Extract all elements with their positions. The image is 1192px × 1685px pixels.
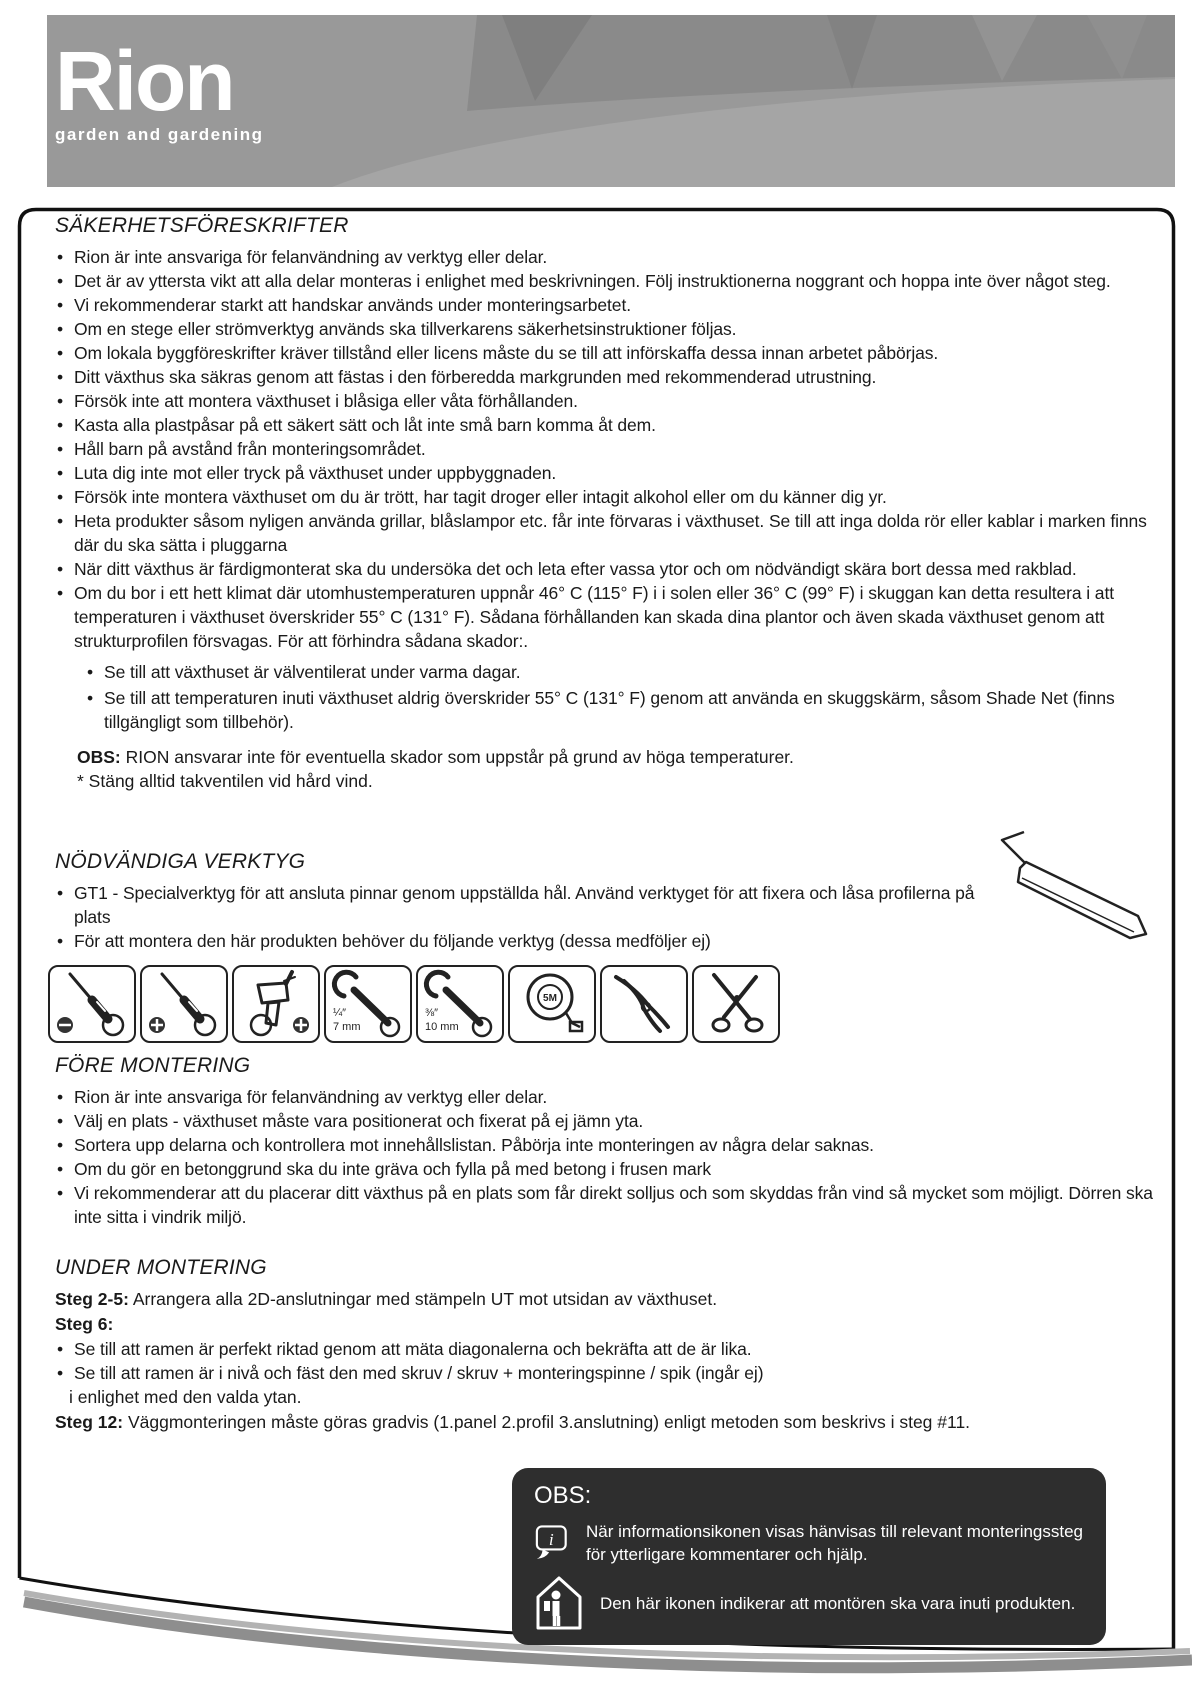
wrench-quarter-inch-icon	[324, 965, 412, 1043]
list-item: • Håll barn på avstånd från monteringsområdet.	[56, 439, 426, 459]
step-6-bullet-list	[55, 1337, 1153, 1385]
list-item: • Om du bor i ett hett klimat där utomhustemperaturen uppnår 46° C (115° F) i i solen eller 36° C (99° F) i skuggan kan detta resultera i att temperaturen i växthuset överskrider 55° C (131° F). Sådana förhållanden kan skada dina plantor och även skada växthuset genom att strukturprofilen försvagas. För att förhindra sådana skador:.	[56, 583, 1114, 651]
section-before-title: FÖRE MONTERING	[55, 1054, 251, 1077]
step-2-5-line: Steg 2-5: Arrangera alla 2D-anslutningar med stämpeln UT mot utsidan av växthuset.	[55, 1289, 718, 1309]
step-label: Steg 6:	[55, 1314, 114, 1334]
tape-measure-icon	[508, 965, 596, 1043]
section-tools	[55, 850, 1153, 1043]
wrench-size-label: ⅜″	[425, 1007, 439, 1019]
step-12-line: Steg 12: Väggmonteringen måste göras gradvis (1.panel 2.profil 3.anslutning) enligt metoden som beskrivs i steg #11.	[55, 1412, 971, 1432]
step-label: Steg 2-5:	[55, 1289, 129, 1309]
list-item: • Försök inte montera växthuset om du är trött, har tagit droger eller intagit alkohol eller om du känner dig yr.	[56, 487, 887, 507]
section-safety-title: SÄKERHETSFÖRESKRIFTER	[55, 214, 349, 237]
logo-tagline: garden and gardening	[55, 125, 264, 144]
list-item: • GT1 - Specialverktyg för att ansluta pinnar genom uppställda hål. Använd verktyget för att fixera och låsa profilerna på plats	[56, 883, 975, 927]
safety-footnote: * Stäng alltid takventilen vid hård vind.	[77, 771, 373, 791]
tape-length-label: 5M	[543, 993, 557, 1004]
list-item: • Det är av yttersta vikt att alla delar monteras i enlighet med beskrivningen. Följ instruktionerna noggrant och hoppa inte över något steg.	[56, 271, 1111, 291]
list-item: • Ditt växthus ska säkras genom att fästas i den förberedda markgrunden med rekommenderad utrustning.	[56, 367, 877, 387]
list-item: • Se till att växthuset är välventilerat under varma dagar.	[86, 662, 521, 682]
list-item: • Sortera upp delarna och kontrollera mot innehållslistan. Påbörja inte monteringen av några delar saknas.	[56, 1135, 874, 1155]
step-label: Steg 12:	[55, 1412, 124, 1432]
power-drill-icon	[232, 965, 320, 1043]
list-item: • Om du gör en betonggrund ska du inte gräva och fylla på med betong i frusen mark	[56, 1159, 711, 1179]
list-item: • För att montera den här produkten behöver du följande verktyg (dessa medföljer ej)	[56, 931, 711, 951]
phillips-screwdriver-icon	[140, 965, 228, 1043]
safety-sub-bullet-list	[85, 660, 1153, 734]
gt1-tool-icon	[990, 826, 1175, 951]
scissors-icon	[692, 965, 780, 1043]
list-item: • Om en stege eller strömverktyg används ska tillverkarens säkerhetsinstruktioner följas.	[56, 319, 737, 339]
list-item: • Välj en plats - växthuset måste vara positionerat och fixerat på ej jämn yta.	[56, 1111, 644, 1131]
step-6-continuation: i enlighet med den valda ytan.	[69, 1387, 302, 1407]
list-item: • Försök inte att montera växthuset i blåsiga eller våta förhållanden.	[56, 391, 578, 411]
list-item: • Om lokala byggföreskrifter kräver tillstånd eller licens måste du se till att införskaffa dessa innan arbetet påbörjas.	[56, 343, 939, 363]
before-bullet-list	[55, 1085, 1153, 1229]
section-during-title: UNDER MONTERING	[55, 1256, 267, 1279]
section-safety	[55, 214, 1153, 793]
during-steps	[55, 1287, 1153, 1435]
list-item: • Luta dig inte mot eller tryck på växthuset under uppbyggnaden.	[56, 463, 557, 483]
list-item: • När ditt växthus är färdigmonterat ska du undersöka det och leta efter vassa ytor och om nödvändigt skära bort dessa med rakblad.	[56, 559, 1077, 579]
pliers-icon	[600, 965, 688, 1043]
list-item: • Kasta alla plastpåsar på ett säkert sätt och låt inte små barn komma åt dem.	[56, 415, 656, 435]
obs-box-title: OBS:	[534, 1482, 592, 1509]
info-speech-bubble-icon	[534, 1516, 570, 1570]
wrench-size-label: ¼″	[333, 1007, 347, 1019]
section-before-assembly	[55, 1054, 1153, 1229]
obs-info-text: När informationsikonen visas hänvisas till relevant monteringssteg för ytterligare kommentarer och hjälp.	[586, 1522, 1084, 1564]
wrench-three-eighths-inch-icon	[416, 965, 504, 1043]
obs-info-row	[534, 1516, 1086, 1570]
list-item: • Se till att temperaturen inuti växthuset aldrig överskrider 55° C (131° F) genom att använda en skuggskärm, såsom Shade Net (finns tillgängligt som tillbehör).	[86, 688, 1115, 732]
obs-text: RION ansvarar inte för eventuella skador som uppstår på grund av höga temperaturer.	[125, 747, 794, 767]
wrench-mm-label: 7 mm	[333, 1021, 361, 1033]
safety-obs-note	[77, 745, 1153, 769]
required-tools-row	[48, 965, 1153, 1043]
list-item: • Vi rekommenderar starkt att handskar används under monteringsarbetet.	[56, 295, 631, 315]
list-item: • Heta produkter såsom nyligen använda grillar, blåslampor etc. får inte förvaras i växthuset. Se till att inga dolda rör eller kablar i marken finns där du ska sätta i pluggarna	[56, 511, 1147, 555]
obs-inside-row	[534, 1575, 1086, 1631]
obs-label: OBS:	[77, 747, 121, 767]
svg-text:i: i	[548, 1530, 554, 1550]
list-item: • Rion är inte ansvariga för felanvändning av verktyg eller delar.	[56, 247, 548, 267]
section-during-assembly	[55, 1256, 1153, 1435]
tools-bullet-list	[55, 881, 990, 953]
step-6-label-line	[55, 1312, 1153, 1337]
safety-bullet-list	[55, 245, 1153, 653]
wrench-mm-label: 10 mm	[425, 1021, 459, 1033]
flathead-screwdriver-icon	[48, 965, 136, 1043]
list-item: • Vi rekommenderar att du placerar ditt växthus på en plats som får direkt solljus och som skyddas från vind så mycket som möjligt. Dörren ska inte sitta i vindrik miljö.	[56, 1183, 1153, 1227]
person-inside-house-icon	[534, 1575, 584, 1631]
obs-note-box	[512, 1468, 1106, 1645]
section-tools-title: NÖDVÄNDIGA VERKTYG	[55, 850, 306, 873]
logo-brand-text: Rion	[55, 34, 234, 128]
list-item: • Rion är inte ansvariga för felanvändning av verktyg eller delar.	[56, 1087, 548, 1107]
list-item: • Se till att ramen är perfekt riktad genom att mäta diagonalerna och bekräfta att de är lika.	[56, 1339, 752, 1359]
obs-inside-text: Den här ikonen indikerar att montören ska vara inuti produkten.	[600, 1593, 1076, 1613]
list-item: • Se till att ramen är i nivå och fäst den med skruv / skruv + monteringspinne / spik (ingår ej)	[56, 1363, 764, 1383]
